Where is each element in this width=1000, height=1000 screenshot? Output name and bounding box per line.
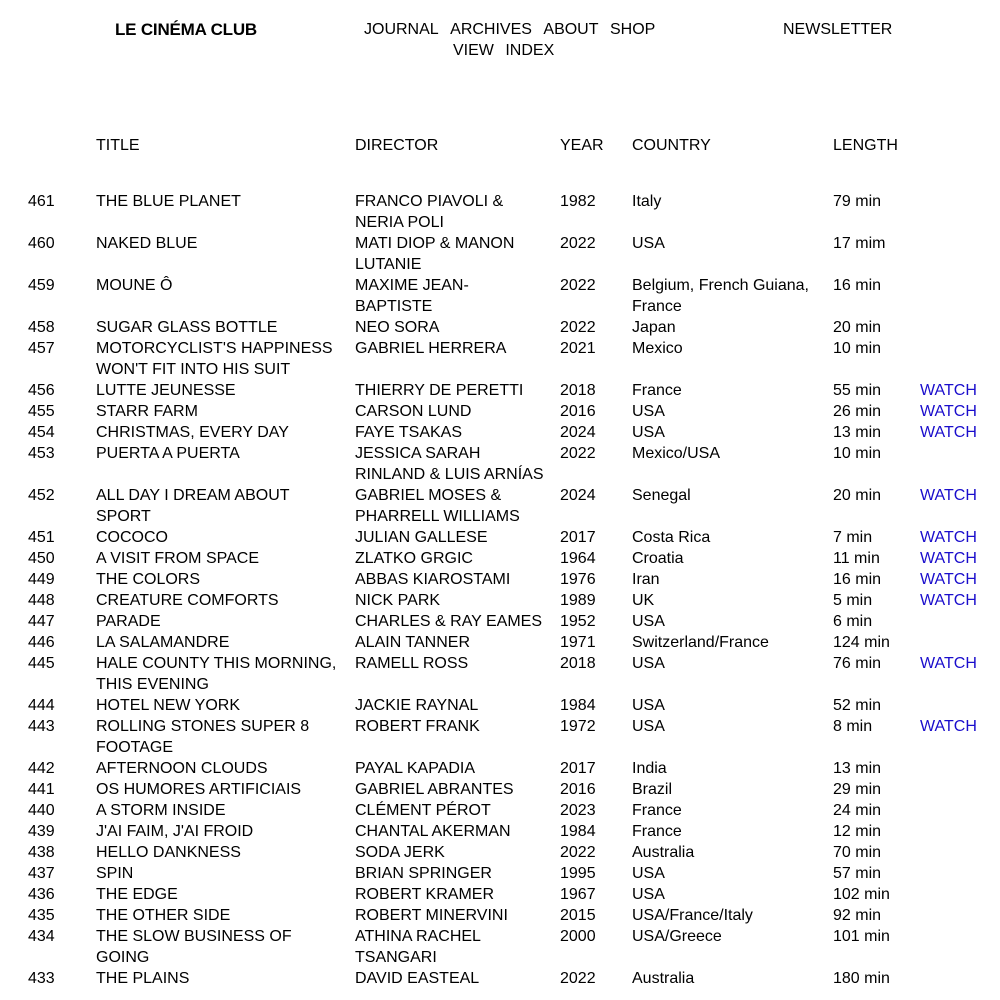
watch-cell bbox=[920, 548, 1000, 569]
watch-cell bbox=[920, 968, 1000, 989]
main-nav bbox=[364, 19, 662, 40]
film-country: Croatia bbox=[632, 550, 684, 567]
film-length: 24 min bbox=[833, 802, 882, 819]
film-year: 2016 bbox=[560, 781, 596, 798]
film-country: Senegal bbox=[632, 487, 691, 504]
table-row[interactable] bbox=[0, 779, 1000, 800]
table-row[interactable] bbox=[0, 695, 1000, 716]
newsletter-link[interactable]: NEWSLETTER bbox=[783, 21, 893, 38]
nav-shop-link[interactable]: SHOP bbox=[609, 21, 656, 38]
film-length: 17 mim bbox=[833, 235, 886, 252]
film-title[interactable]: LUTTE JEUNESSE bbox=[96, 382, 236, 399]
film-year: 1971 bbox=[560, 634, 596, 651]
watch-cell bbox=[920, 884, 1000, 905]
watch-cell bbox=[920, 233, 1000, 275]
film-number: 434 bbox=[28, 928, 55, 945]
watch-cell bbox=[920, 800, 1000, 821]
table-row[interactable] bbox=[0, 653, 1000, 695]
film-number: 459 bbox=[28, 277, 55, 294]
film-title[interactable]: CREATURE COMFORTS bbox=[96, 592, 279, 609]
film-number: 452 bbox=[28, 487, 55, 504]
film-year: 2022 bbox=[560, 970, 596, 987]
film-director: SODA JERK bbox=[355, 844, 445, 861]
film-length: 26 min bbox=[833, 403, 882, 420]
film-number: 433 bbox=[28, 970, 55, 987]
film-title[interactable]: PUERTA A PUERTA bbox=[96, 445, 240, 462]
watch-cell bbox=[920, 380, 1000, 401]
film-length: 20 min bbox=[833, 487, 882, 504]
film-title[interactable]: ALL DAY I DREAM ABOUT SPORT bbox=[96, 487, 290, 525]
film-title[interactable]: THE OTHER SIDE bbox=[96, 907, 231, 924]
film-country: Iran bbox=[632, 571, 660, 588]
film-year: 2000 bbox=[560, 928, 596, 945]
film-country: USA bbox=[632, 403, 665, 420]
film-year: 2021 bbox=[560, 340, 596, 357]
watch-cell bbox=[920, 905, 1000, 926]
film-director: GABRIEL HERRERA bbox=[355, 340, 507, 357]
film-number: 457 bbox=[28, 340, 55, 357]
film-country: Brazil bbox=[632, 781, 673, 798]
watch-cell bbox=[920, 695, 1000, 716]
film-number: 455 bbox=[28, 403, 55, 420]
film-country: Mexico/USA bbox=[632, 445, 721, 462]
film-length: 57 min bbox=[833, 865, 882, 882]
film-number: 440 bbox=[28, 802, 55, 819]
film-year: 2022 bbox=[560, 277, 596, 294]
film-number: 458 bbox=[28, 319, 55, 336]
film-year: 2024 bbox=[560, 487, 596, 504]
film-title[interactable]: ROLLING STONES SUPER 8 FOOTAGE bbox=[96, 718, 310, 756]
film-length: 20 min bbox=[833, 319, 882, 336]
table-row[interactable] bbox=[0, 842, 1000, 863]
film-length: 7 min bbox=[833, 529, 873, 546]
watch-link[interactable]: WATCH bbox=[920, 655, 977, 672]
film-number: 449 bbox=[28, 571, 55, 588]
film-number: 444 bbox=[28, 697, 55, 714]
view-label: VIEW bbox=[453, 42, 494, 59]
film-number: 447 bbox=[28, 613, 55, 630]
header-country[interactable]: COUNTRY bbox=[632, 137, 711, 154]
table-row[interactable] bbox=[0, 968, 1000, 989]
watch-link[interactable]: WATCH bbox=[920, 487, 977, 504]
film-title[interactable]: THE SLOW BUSINESS OF GOING bbox=[96, 928, 292, 966]
film-title[interactable]: J'AI FAIM, J'AI FROID bbox=[96, 823, 254, 840]
film-country: USA/France/Italy bbox=[632, 907, 753, 924]
film-director: CHARLES & RAY EAMES bbox=[355, 613, 543, 630]
film-director: CARSON LUND bbox=[355, 403, 472, 420]
film-year: 1972 bbox=[560, 718, 596, 735]
table-row[interactable] bbox=[0, 422, 1000, 443]
film-director: FRANCO PIAVOLI & NERIA POLI bbox=[355, 193, 504, 231]
film-number: 450 bbox=[28, 550, 55, 567]
film-title[interactable]: STARR FARM bbox=[96, 403, 198, 420]
film-number: 446 bbox=[28, 634, 55, 651]
watch-link[interactable]: WATCH bbox=[920, 571, 977, 588]
film-title[interactable]: LA SALAMANDRE bbox=[96, 634, 230, 651]
watch-cell bbox=[920, 338, 1000, 380]
film-director: ROBERT MINERVINI bbox=[355, 907, 508, 924]
film-year: 2022 bbox=[560, 844, 596, 861]
film-director: DAVID EASTEAL bbox=[355, 970, 480, 987]
watch-cell bbox=[920, 485, 1000, 527]
film-length: 13 min bbox=[833, 424, 882, 441]
film-director: THIERRY DE PERETTI bbox=[355, 382, 524, 399]
film-length: 102 min bbox=[833, 886, 890, 903]
table-row[interactable] bbox=[0, 632, 1000, 653]
film-number: 451 bbox=[28, 529, 55, 546]
film-number: 460 bbox=[28, 235, 55, 252]
table-row[interactable] bbox=[0, 338, 1000, 380]
watch-cell bbox=[920, 632, 1000, 653]
film-title[interactable]: NAKED BLUE bbox=[96, 235, 198, 252]
table-row[interactable] bbox=[0, 758, 1000, 779]
film-country: USA bbox=[632, 865, 665, 882]
film-length: 11 min bbox=[833, 550, 880, 567]
watch-cell bbox=[920, 317, 1000, 338]
table-row[interactable] bbox=[0, 611, 1000, 632]
film-director: PAYAL KAPADIA bbox=[355, 760, 476, 777]
film-country: Australia bbox=[632, 970, 695, 987]
watch-link[interactable]: WATCH bbox=[920, 424, 977, 441]
header-number bbox=[0, 135, 96, 191]
table-row[interactable] bbox=[0, 569, 1000, 590]
film-director: ROBERT KRAMER bbox=[355, 886, 494, 903]
table-row[interactable] bbox=[0, 548, 1000, 569]
film-country: Costa Rica bbox=[632, 529, 711, 546]
film-length: 70 min bbox=[833, 844, 882, 861]
film-number: 442 bbox=[28, 760, 55, 777]
film-length: 124 min bbox=[833, 634, 890, 651]
table-row[interactable] bbox=[0, 380, 1000, 401]
film-director: FAYE TSAKAS bbox=[355, 424, 463, 441]
film-title[interactable]: THE COLORS bbox=[96, 571, 201, 588]
header-length[interactable]: LENGTH bbox=[833, 137, 898, 154]
table-header-row bbox=[0, 135, 1000, 191]
film-year: 1995 bbox=[560, 865, 596, 882]
film-length: 180 min bbox=[833, 970, 890, 987]
film-title[interactable]: THE BLUE PLANET bbox=[96, 193, 241, 210]
film-length: 29 min bbox=[833, 781, 882, 798]
film-number: 448 bbox=[28, 592, 55, 609]
film-year: 1964 bbox=[560, 550, 596, 567]
watch-cell bbox=[920, 821, 1000, 842]
film-year: 2018 bbox=[560, 655, 596, 672]
film-year: 1989 bbox=[560, 592, 596, 609]
site-header bbox=[0, 0, 1000, 80]
watch-cell bbox=[920, 842, 1000, 863]
film-title[interactable]: SPIN bbox=[96, 865, 134, 882]
film-length: 79 min bbox=[833, 193, 882, 210]
film-country: USA/Greece bbox=[632, 928, 722, 945]
film-title[interactable]: MOUNE Ô bbox=[96, 277, 173, 294]
view-nav bbox=[453, 40, 561, 61]
watch-cell bbox=[920, 779, 1000, 800]
film-title[interactable]: HELLO DANKNESS bbox=[96, 844, 241, 861]
table-row[interactable] bbox=[0, 800, 1000, 821]
header-year[interactable]: YEAR bbox=[560, 137, 604, 154]
film-number: 437 bbox=[28, 865, 55, 882]
film-title[interactable]: THE EDGE bbox=[96, 886, 178, 903]
film-length: 13 min bbox=[833, 760, 882, 777]
watch-cell bbox=[920, 716, 1000, 758]
film-director: JESSICA SARAH RINLAND & LUIS ARNÍAS bbox=[355, 445, 544, 483]
watch-link[interactable]: WATCH bbox=[920, 529, 977, 546]
film-number: 453 bbox=[28, 445, 55, 462]
film-country: Switzerland/France bbox=[632, 634, 769, 651]
film-country: USA bbox=[632, 697, 665, 714]
film-director: NEO SORA bbox=[355, 319, 440, 336]
film-number: 436 bbox=[28, 886, 55, 903]
film-director: GABRIEL MOSES & PHARRELL WILLIAMS bbox=[355, 487, 520, 525]
film-director: ROBERT FRANK bbox=[355, 718, 480, 735]
watch-cell bbox=[920, 758, 1000, 779]
film-title[interactable]: THE PLAINS bbox=[96, 970, 190, 987]
film-year: 2017 bbox=[560, 760, 596, 777]
film-year: 1952 bbox=[560, 613, 596, 630]
film-director: MATI DIOP & MANON LUTANIE bbox=[355, 235, 515, 273]
table-row[interactable] bbox=[0, 905, 1000, 926]
film-number: 438 bbox=[28, 844, 55, 861]
film-director: BRIAN SPRINGER bbox=[355, 865, 492, 882]
film-country: Italy bbox=[632, 193, 662, 210]
film-country: USA bbox=[632, 886, 665, 903]
table-row[interactable] bbox=[0, 317, 1000, 338]
film-year: 2022 bbox=[560, 319, 596, 336]
film-country: Mexico bbox=[632, 340, 683, 357]
film-year: 1967 bbox=[560, 886, 596, 903]
film-year: 1984 bbox=[560, 823, 596, 840]
watch-cell bbox=[920, 863, 1000, 884]
nav-journal-link[interactable]: JOURNAL bbox=[364, 21, 439, 38]
film-rows bbox=[0, 191, 1000, 989]
watch-cell bbox=[920, 443, 1000, 485]
film-year: 1982 bbox=[560, 193, 596, 210]
nav-index-link[interactable]: INDEX bbox=[505, 42, 555, 59]
film-year: 2024 bbox=[560, 424, 596, 441]
watch-cell bbox=[920, 191, 1000, 233]
film-length: 76 min bbox=[833, 655, 882, 672]
table-row[interactable] bbox=[0, 443, 1000, 485]
film-country: USA bbox=[632, 235, 665, 252]
film-index-table bbox=[0, 135, 1000, 989]
film-year: 2016 bbox=[560, 403, 596, 420]
film-country: France bbox=[632, 823, 682, 840]
film-number: 456 bbox=[28, 382, 55, 399]
film-length: 55 min bbox=[833, 382, 882, 399]
film-year: 2022 bbox=[560, 445, 596, 462]
film-number: 439 bbox=[28, 823, 55, 840]
film-country: India bbox=[632, 760, 667, 777]
film-country: UK bbox=[632, 592, 655, 609]
film-length: 5 min bbox=[833, 592, 873, 609]
film-director: ZLATKO GRGIC bbox=[355, 550, 473, 567]
watch-cell bbox=[920, 653, 1000, 695]
film-length: 12 min bbox=[833, 823, 882, 840]
film-country: Belgium, French Guiana, France bbox=[632, 277, 809, 315]
nav-archives-link[interactable]: ARCHIVES bbox=[450, 21, 532, 38]
film-title[interactable]: A VISIT FROM SPACE bbox=[96, 550, 259, 567]
film-length: 10 min bbox=[833, 340, 882, 357]
table-header bbox=[0, 135, 1000, 191]
table-row[interactable] bbox=[0, 527, 1000, 548]
watch-cell bbox=[920, 422, 1000, 443]
watch-link[interactable]: WATCH bbox=[920, 550, 977, 567]
watch-cell bbox=[920, 611, 1000, 632]
watch-cell bbox=[920, 926, 1000, 968]
film-country: USA bbox=[632, 613, 665, 630]
watch-cell bbox=[920, 275, 1000, 317]
film-number: 445 bbox=[28, 655, 55, 672]
header-watch bbox=[920, 135, 1000, 191]
film-title[interactable]: OS HUMORES ARTIFICIAIS bbox=[96, 781, 302, 798]
table-row[interactable] bbox=[0, 233, 1000, 275]
film-director: JULIAN GALLESE bbox=[355, 529, 488, 546]
film-length: 6 min bbox=[833, 613, 873, 630]
film-year: 2018 bbox=[560, 382, 596, 399]
watch-link[interactable]: WATCH bbox=[920, 382, 977, 399]
film-director: ABBAS KIAROSTAMI bbox=[355, 571, 511, 588]
film-length: 16 min bbox=[833, 571, 882, 588]
film-country: Australia bbox=[632, 844, 695, 861]
table-row[interactable] bbox=[0, 590, 1000, 611]
film-director: ATHINA RACHEL TSANGARI bbox=[355, 928, 481, 966]
film-year: 2022 bbox=[560, 235, 596, 252]
film-country: Japan bbox=[632, 319, 676, 336]
watch-cell bbox=[920, 527, 1000, 548]
watch-cell bbox=[920, 401, 1000, 422]
header-title[interactable]: TITLE bbox=[96, 137, 140, 154]
film-title[interactable]: A STORM INSIDE bbox=[96, 802, 226, 819]
table-row[interactable] bbox=[0, 716, 1000, 758]
watch-cell bbox=[920, 569, 1000, 590]
film-title[interactable]: COCOCO bbox=[96, 529, 168, 546]
site-logo[interactable]: LE CINÉMA CLUB bbox=[115, 20, 258, 39]
film-length: 92 min bbox=[833, 907, 882, 924]
film-number: 461 bbox=[28, 193, 55, 210]
film-title[interactable]: SUGAR GLASS BOTTLE bbox=[96, 319, 278, 336]
film-length: 8 min bbox=[833, 718, 873, 735]
film-director: JACKIE RAYNAL bbox=[355, 697, 479, 714]
film-title[interactable]: AFTERNOON CLOUDS bbox=[96, 760, 268, 777]
table-row[interactable] bbox=[0, 401, 1000, 422]
watch-link[interactable]: WATCH bbox=[920, 592, 977, 609]
film-year: 2015 bbox=[560, 907, 596, 924]
film-title[interactable]: CHRISTMAS, EVERY DAY bbox=[96, 424, 289, 441]
film-director: ALAIN TANNER bbox=[355, 634, 470, 651]
film-title[interactable]: MOTORCYCLIST'S HAPPINESS WON'T FIT INTO HIS SUIT bbox=[96, 340, 333, 378]
film-country: USA bbox=[632, 424, 665, 441]
watch-cell bbox=[920, 590, 1000, 611]
film-country: France bbox=[632, 802, 682, 819]
film-length: 16 min bbox=[833, 277, 882, 294]
film-year: 1984 bbox=[560, 697, 596, 714]
film-director: NICK PARK bbox=[355, 592, 441, 609]
film-director: RAMELL ROSS bbox=[355, 655, 469, 672]
film-number: 443 bbox=[28, 718, 55, 735]
film-title[interactable]: HOTEL NEW YORK bbox=[96, 697, 241, 714]
film-length: 52 min bbox=[833, 697, 882, 714]
film-year: 1976 bbox=[560, 571, 596, 588]
film-length: 101 min bbox=[833, 928, 890, 945]
film-director: CHANTAL AKERMAN bbox=[355, 823, 511, 840]
film-number: 435 bbox=[28, 907, 55, 924]
film-director: GABRIEL ABRANTES bbox=[355, 781, 514, 798]
film-number: 454 bbox=[28, 424, 55, 441]
watch-link[interactable]: WATCH bbox=[920, 718, 977, 735]
film-number: 441 bbox=[28, 781, 55, 798]
film-country: France bbox=[632, 382, 682, 399]
nav-about-link[interactable]: ABOUT bbox=[543, 21, 599, 38]
table-row[interactable] bbox=[0, 821, 1000, 842]
table-row[interactable] bbox=[0, 884, 1000, 905]
film-director: MAXIME JEAN-BAPTISTE bbox=[355, 277, 469, 315]
film-country: USA bbox=[632, 655, 665, 672]
film-director: CLÉMENT PÉROT bbox=[355, 802, 491, 819]
film-year: 2023 bbox=[560, 802, 596, 819]
table-row[interactable] bbox=[0, 926, 1000, 968]
header-director[interactable]: DIRECTOR bbox=[355, 137, 439, 154]
table-row[interactable] bbox=[0, 191, 1000, 233]
film-year: 2017 bbox=[560, 529, 596, 546]
film-title[interactable]: HALE COUNTY THIS MORNING, THIS EVENING bbox=[96, 655, 337, 693]
watch-link[interactable]: WATCH bbox=[920, 403, 977, 420]
table-row[interactable] bbox=[0, 275, 1000, 317]
table-row[interactable] bbox=[0, 863, 1000, 884]
film-country: USA bbox=[632, 718, 665, 735]
film-length: 10 min bbox=[833, 445, 882, 462]
film-title[interactable]: PARADE bbox=[96, 613, 161, 630]
table-row[interactable] bbox=[0, 485, 1000, 527]
